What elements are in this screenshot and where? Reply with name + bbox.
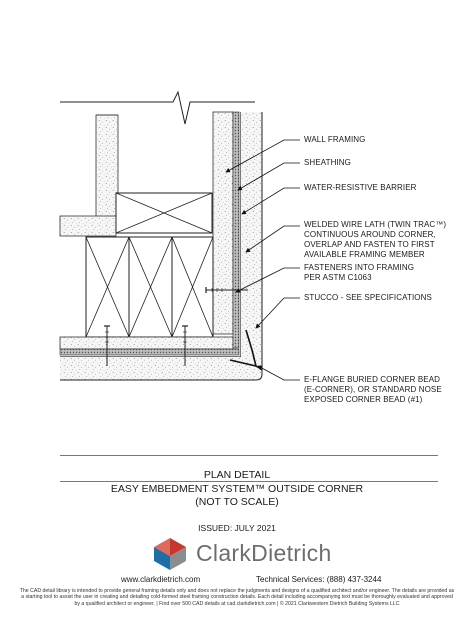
callout-corner-bead	[304, 375, 442, 405]
technical-services: Technical Services: (888) 437-3244	[256, 575, 382, 584]
disclaimer-line1: The CAD detail library is intended to provide general framing details only and does not replace the judgments and designs of a qualified architect and/or engineer. The details are provided as	[19, 588, 455, 594]
callout-line: PER ASTM C1063	[304, 273, 372, 282]
callout-line: SHEATHING	[304, 158, 351, 167]
website-link[interactable]: www.clarkdietrich.com	[121, 575, 201, 584]
framing-member-top	[116, 193, 212, 233]
exterior-vertical-wall	[213, 112, 233, 334]
callout-line: (E-CORNER), OR STANDARD NOSE	[304, 385, 442, 394]
callout-line: OVERLAP AND FASTEN TO FIRST	[304, 240, 435, 249]
logo-wordmark: ClarkDietrich	[196, 540, 332, 566]
disclaimer-line3: by a qualified architect or engineer. | Find over 500 CAD details at cad.clarkdietrich.com | © 2021 Clarkwestern Dietrich Building Systems LLC	[74, 600, 400, 607]
callout-line: WALL FRAMING	[304, 135, 366, 144]
callout-line: WELDED WIRE LATH (TWIN TRAC™)	[304, 220, 447, 229]
sheathing-horizontal	[60, 349, 239, 355]
callout-line: WATER-RESISTIVE BARRIER	[304, 183, 417, 192]
logo-mark-icon	[150, 536, 190, 572]
sheathing-vertical	[233, 112, 239, 348]
issued-date: ISSUED: JULY 2021	[198, 523, 276, 533]
callout-sheathing	[304, 158, 351, 168]
disclaimer	[14, 588, 460, 607]
interior-wall-horizontal	[60, 216, 116, 236]
detail-title-line2: (NOT TO SCALE)	[195, 495, 279, 508]
callout-water-resistive-barrier	[304, 183, 417, 193]
detail-title-line1: EASY EMBEDMENT SYSTEM™ OUTSIDE CORNER	[110, 483, 364, 495]
callout-line: STUCCO - SEE SPECIFICATIONS	[304, 293, 432, 302]
title-top-rule	[60, 455, 438, 456]
interior-stud-wall	[96, 115, 118, 217]
interior-gypsum-bottom	[60, 337, 233, 349]
leader-stucco	[256, 298, 300, 328]
callout-line: EXPOSED CORNER BEAD (#1)	[304, 395, 423, 404]
detail-title	[0, 483, 474, 508]
callout-line: AVAILABLE FRAMING MEMBER	[304, 250, 425, 259]
stud-group	[86, 237, 213, 337]
leader-corner-bead	[258, 366, 300, 380]
callout-wall-framing	[304, 135, 366, 145]
callout-stucco	[304, 293, 432, 303]
callout-welded-wire-lath	[304, 220, 446, 260]
callout-fasteners	[304, 263, 414, 283]
callout-line: FASTENERS INTO FRAMING	[304, 263, 415, 272]
clarkdietrich-logo	[150, 536, 340, 572]
title-mid-rule	[60, 481, 438, 482]
callout-line: CONTINUOUS AROUND CORNER,	[304, 230, 436, 239]
disclaimer-line2: a starting tool to assist the user in creating and detailing cold-formed steel framing construction details. Each detail including accompanying text must be thoroughly evaluated and approved	[21, 594, 453, 601]
plan-detail-label: PLAN DETAIL	[203, 469, 271, 481]
callout-line: E-FLANGE BURIED CORNER BEAD	[304, 375, 441, 384]
